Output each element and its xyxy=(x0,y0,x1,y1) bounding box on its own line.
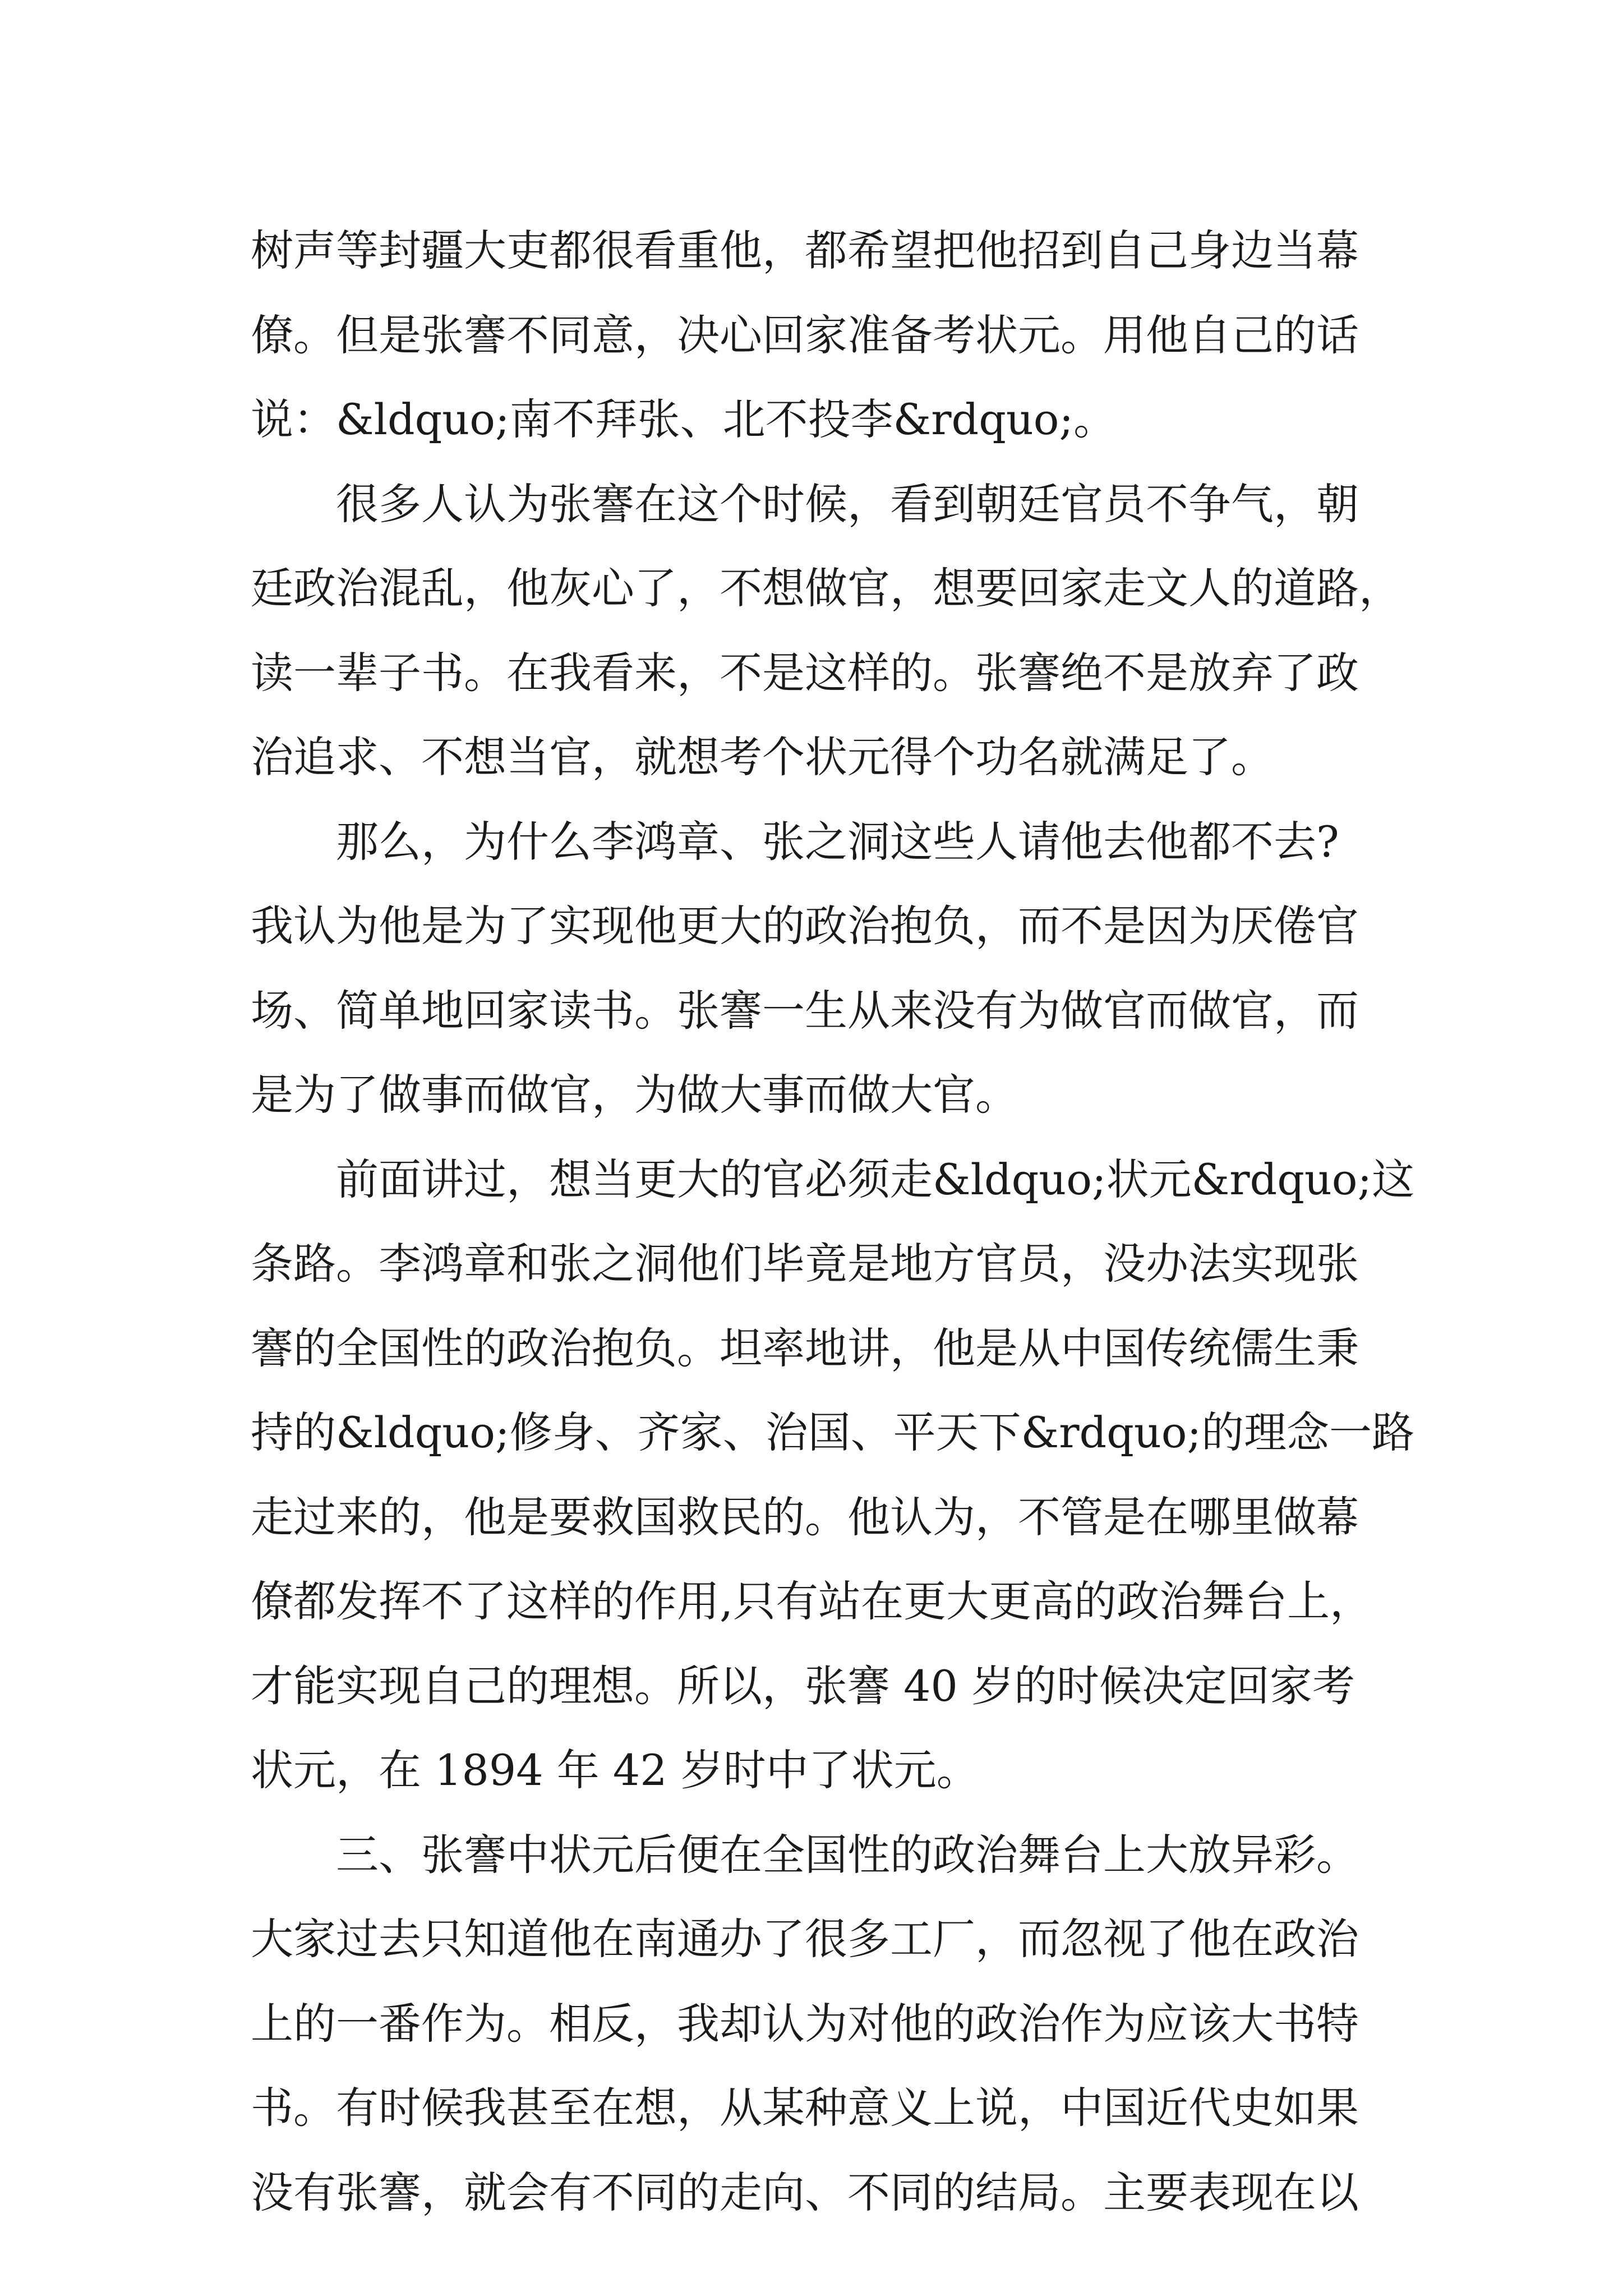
text-line: 走过来的，他是要救国救民的。他认为，不管是在哪里做幕 xyxy=(251,1492,1359,1542)
text-line: 书。有时候我甚至在想，从某种意义上说，中国近代史如果 xyxy=(251,2083,1359,2133)
text-line: 场、简单地回家读书。张謇一生从来没有为做官而做官，而 xyxy=(251,985,1359,1036)
text-line: 才能实现自己的理想。所以，张謇 40 岁的时候决定回家考 xyxy=(251,1660,1355,1711)
text-line: 没有张謇，就会有不同的走向、不同的结局。主要表现在以 xyxy=(251,2167,1359,2217)
text-line: 很多人认为张謇在这个时候，看到朝廷官员不争气，朝 xyxy=(251,478,1359,529)
text-line: 廷政治混乱，他灰心了，不想做官，想要回家走文人的道路， xyxy=(251,563,1401,613)
text-line: 我认为他是为了实现他更大的政治抱负，而不是因为厌倦官 xyxy=(251,901,1359,951)
text-line: 条路。李鸿章和张之洞他们毕竟是地方官员，没办法实现张 xyxy=(251,1239,1359,1289)
text-line: 状元，在 1894 年 42 岁时中了状元。 xyxy=(251,1745,979,1795)
text-line: 读一辈子书。在我看来，不是这样的。张謇绝不是放弃了政 xyxy=(251,647,1359,698)
text-line: 上的一番作为。相反，我却认为对他的政治作为应该大书特 xyxy=(251,1998,1359,2049)
text-line: 树声等封疆大吏都很看重他，都希望把他招到自己身边当幕 xyxy=(251,226,1359,275)
text-line: 僚都发挥不了这样的作用,只有站在更大更高的政治舞台上， xyxy=(251,1576,1373,1626)
text-line: 僚。但是张謇不同意，决心回家准备考状元。用他自己的话 xyxy=(251,310,1359,360)
text-line: 那么，为什么李鸿章、张之洞这些人请他去他都不去? xyxy=(251,816,1339,867)
text-line: 说：&ldquo;南不拜张、北不投李&rdquo;。 xyxy=(251,394,1117,444)
text-line: 三、张謇中状元后便在全国性的政治舞台上大放异彩。 xyxy=(251,1829,1359,1880)
text-line: 治追求、不想当官，就想考个状元得个功名就满足了。 xyxy=(251,732,1274,782)
text-line: 大家过去只知道他在南通办了很多工厂，而忽视了他在政治 xyxy=(251,1914,1359,1964)
text-line: 謇的全国性的政治抱负。坦率地讲，他是从中国传统儒生秉 xyxy=(251,1323,1359,1373)
text-line: 前面讲过，想当更大的官必须走&ldquo;状元&rdquo;这 xyxy=(251,1154,1415,1204)
text-line: 是为了做事而做官，为做大事而做大官。 xyxy=(251,1070,1018,1120)
text-line: 持的&ldquo;修身、齐家、治国、平天下&rdquo;的理念一路 xyxy=(251,1407,1415,1457)
body-text xyxy=(251,209,1415,2235)
